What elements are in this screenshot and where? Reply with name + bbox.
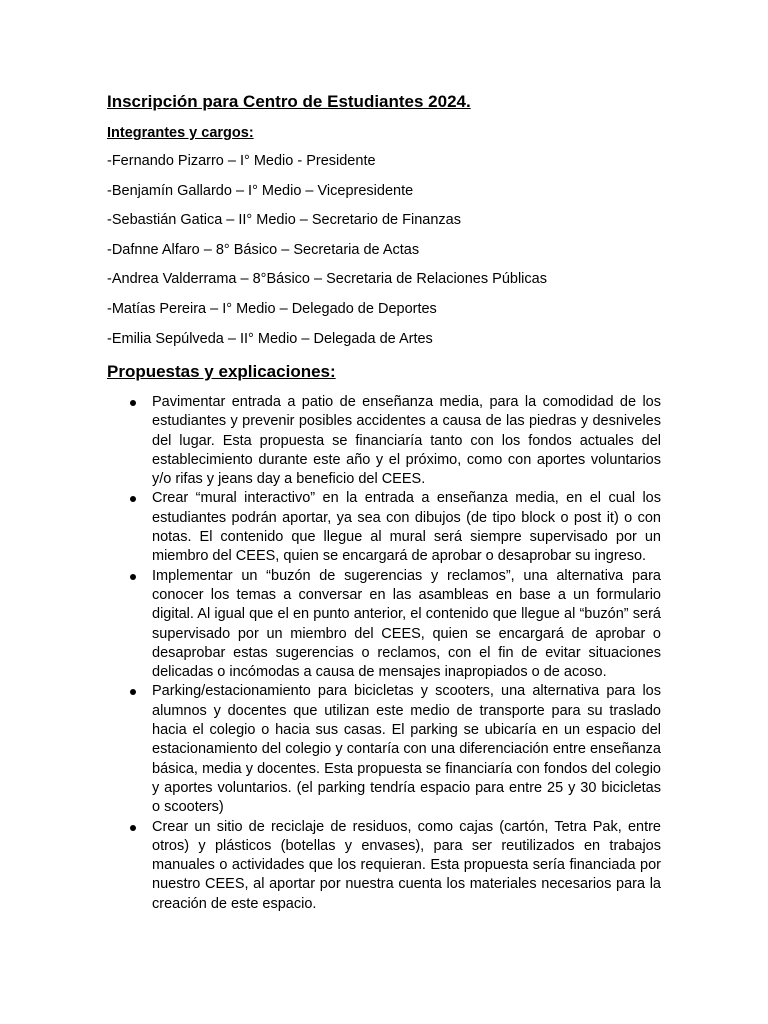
members-heading: Integrantes y cargos: xyxy=(107,125,254,141)
member-item: -Sebastián Gatica – II° Medio – Secretario de Finanzas xyxy=(107,212,461,229)
member-item: -Emilia Sepúlveda – II° Medio – Delegada de Artes xyxy=(107,330,433,347)
proposal-text: Crear “mural interactivo” en la entrada a enseñanza media, en el cual los estudiantes podrán aportar, ya sea con dibujos (de tipo block o post it) o con notas. El contenido que llegue al mural será siempre supervisado por un miembro del CEES, quien se encargará de aprobar o desaprobar su ingreso. xyxy=(152,490,661,565)
proposal-item xyxy=(107,567,661,683)
proposal-item xyxy=(107,818,661,914)
proposal-item xyxy=(107,489,661,566)
bullet-icon xyxy=(130,400,136,406)
member-item: -Andrea Valderrama – 8°Básico – Secretaria de Relaciones Públicas xyxy=(107,271,547,288)
proposal-text: Pavimentar entrada a patio de enseñanza media, para la comodidad de los estudiantes y prevenir posibles accidentes a causa de las piedras y desniveles del lugar. Esta propuesta se financiaría tanto con los fondos actuales del establecimiento durante este año y el próximo, como con aportes voluntarios y/o rifas y jeans day a beneficio del CEES. xyxy=(152,394,661,488)
document-title: Inscripción para Centro de Estudiantes 2024. xyxy=(107,92,471,111)
member-item: -Matías Pereira – I° Medio – Delegado de Deportes xyxy=(107,300,437,317)
bullet-icon xyxy=(130,496,136,502)
proposal-item xyxy=(107,682,661,817)
proposals-heading: Propuestas y explicaciones: xyxy=(107,362,336,381)
member-item: -Fernando Pizarro – I° Medio - Presidente xyxy=(107,153,376,169)
proposal-text: Parking/estacionamiento para bicicletas y scooters, una alternativa para los alumnos y docentes que utilizan este medio de transporte para su traslado hacia el colegio o hacia sus casas. El parking se ubicaría en un espacio del estacionamiento del colegio y contaría con una diferenciación entre enseñanza básica, media y docentes. Esta propuesta se financiaría con fondos del colegio y aportes voluntarios. (el parking tendría espacio para entre 25 y 30 bicicletas o scooters) xyxy=(152,683,661,816)
bullet-icon xyxy=(130,825,136,831)
members-list xyxy=(107,151,547,358)
member-item: -Dafnne Alfaro – 8° Básico – Secretaria de Actas xyxy=(107,241,420,258)
bullet-icon xyxy=(130,689,136,695)
member-item: -Benjamín Gallardo – I° Medio – Vicepresidente xyxy=(107,182,414,199)
proposal-text: Implementar un “buzón de sugerencias y reclamos”, una alternativa para conocer los temas a conversar en las asambleas en base a un formulario digital. Al igual que el en punto anterior, el contenido que llegue al “buzón” será supervisado por un miembro del CEES, quien se encargará de aprobar o desaprobar estas sugerencias o reclamos, con el fin de evitar situaciones delicadas o incómodas a causa de mensajes inapropiados o de acoso. xyxy=(152,567,661,681)
proposal-item xyxy=(107,393,661,489)
proposals-list xyxy=(107,393,661,914)
bullet-icon xyxy=(130,574,136,580)
proposal-text: Crear un sitio de reciclaje de residuos, como cajas (cartón, Tetra Pak, entre otros) y plásticos (botellas y envases), para ser reutilizados en trabajos manuales o actividades que los requieran. Esta propuesta sería financiada por nuestro CEES, al aportar por nuestra cuenta los materiales necesarios para la creación de este espacio. xyxy=(152,818,661,912)
